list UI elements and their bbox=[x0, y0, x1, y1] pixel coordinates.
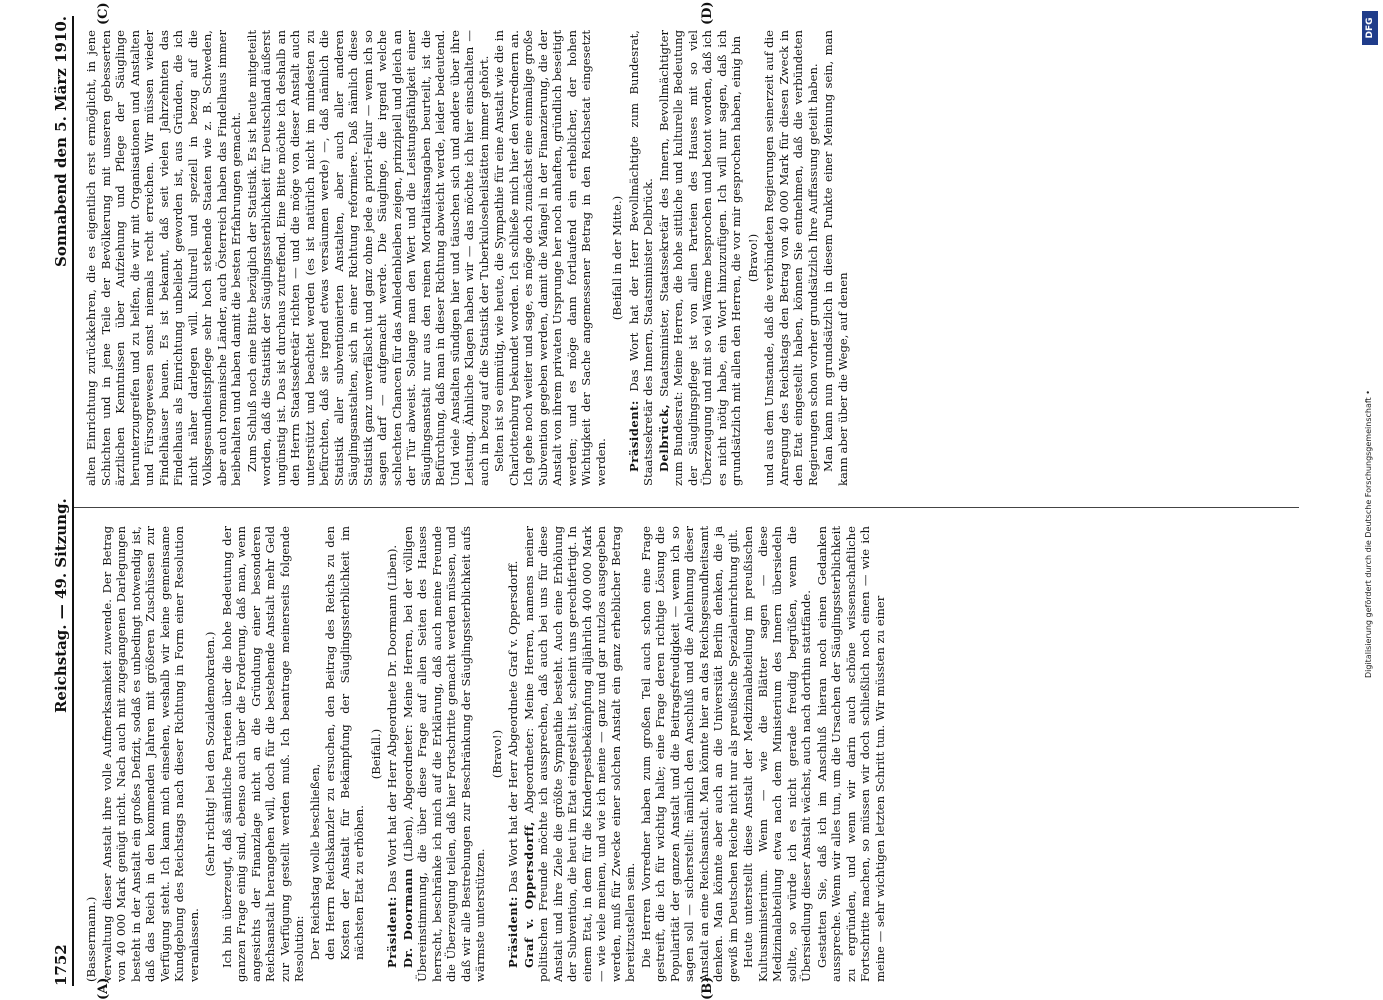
paragraph-text: (Liben), Abgeordneter: Meine Herren, bei der völligen Übereinstimmung, die über diese Frage auf allen Seiten des Hauses herrscht, beschränke ich mich auf die Erklärung, daß auch meine Freunde die Überzeugung teilen, daß hier Fortschritte gemacht werden müssen, und daß wir alle Bestrebungen zur Beschränkung der Säuglingssterblichkeit aufs wärmste unterstützen. bbox=[400, 526, 487, 982]
paragraph bbox=[506, 526, 521, 982]
digitization-credit: Digitalisierung gefördert durch die Deutsche Forschungsgemeinschaft • bbox=[1364, 390, 1373, 678]
page-header bbox=[46, 16, 70, 986]
paragraph-text: alten Einrichtung zurückkehren, die es eigentlich erst ermöglicht, in jene Schichten und in jene Teile der Bevölkerung mit unseren gebesserten ärztlichen Kenntnissen über Aufziehung und Pflege der Säuglinge herunterzugreifen und zu helfen, die wir mit Organisationen und Anstalten und Fürsorgewesen sonst niemals recht erreichen. Wir müssen wieder Findelhäuser bauen. Es ist bekannt, daß seit vielen Jahrzehnten das Findelhaus als Einrichtung unbeliebt geworden ist, aus Gründen, die ich nicht näher darlegen will. Kulturell und speziell in bezug auf die Volksgesundheitspflege sehr hoch stehende Staaten wie z. B. Schweden, aber auch romanische Länder, auch Österreich haben das Findelhaus immer beibehalten und haben damit die besten Erfahrungen gemacht. bbox=[84, 30, 243, 486]
paragraph bbox=[203, 526, 218, 982]
paragraph bbox=[821, 30, 850, 486]
paragraph bbox=[639, 526, 741, 982]
paragraph bbox=[84, 30, 244, 486]
paragraph-text: Gestatten Sie, daß ich im Anschluß hieran noch einen Gedanken ausspreche. Wenn wir alles tun, um die Ursachen der Säuglingssterblichkeit zu ergründen, und wenn wir darin auch schöne wissenschaftliche Fortschritte machen, so müssen wir doch schließlich noch einen — wie ich meine — sehr wichtigen letzten Schritt tun. Wir müssten zu einer bbox=[814, 526, 887, 982]
paragraph bbox=[100, 526, 202, 982]
speaker-name: Präsident: bbox=[506, 896, 520, 968]
paragraph bbox=[401, 526, 488, 982]
paragraph-text: Selten ist so einmütig, wie heute, die Sympathie für eine Anstalt wie die in Charlottenburg bekundet worden. Ich schließe mich hier den Vorrednern an. Ich gehe noch weiter und sage, es möge doch zunächst eine einmalige große Subvention gegeben werden, damit die Mängel in der Finanzierung, die der Anstalt von ihrem privaten Ursprunge her noch anhaften, gründlich beseitigt werden; und es möge dann fortlaufend ein erheblicher, der hohen Wichtigkeit der Sache angemessener Betrag in den Reichsetat eingesetzt werden. bbox=[492, 30, 608, 486]
speaker-name: Graf v. Oppersdorff, bbox=[521, 821, 536, 968]
paragraph bbox=[522, 526, 638, 982]
paragraph-text: (Beifall.) bbox=[368, 728, 383, 780]
paragraph-text: und aus dem Umstande, daß die verbündeten Regierungen seinerzeit auf die Anregung des Reichstags den Betrag von 40 000 Mark für diesen Zweck in den Etat eingestellt haben, können Sie entnehmen, daß die verbündeten Regierungen schon vorher grundsätzlich Ihre Auffassung geteilt haben. bbox=[762, 30, 820, 486]
paragraph bbox=[657, 30, 744, 486]
right-text-column bbox=[84, 30, 1299, 486]
paragraph bbox=[492, 30, 608, 486]
paragraph bbox=[741, 526, 814, 982]
paragraph bbox=[490, 526, 505, 982]
speaker-name: Delbrück, bbox=[656, 403, 671, 472]
paragraph-text: Zum Schluß noch eine Bitte bezüglich der Statistik. Es ist heute mitgeteilt worden, daß die Statistik der Säuglingssterblichkeit für Deutschland äußerst ungünstig ist. Das ist durchaus zutreffend. Eine Bitte möchte ich deshalb an den Herrn Staatssekretär richten — und die möge von dieser Anstalt auch unterstützt und beachtet werden (es ist natürlich nicht im mindesten zu befürchten, daß sie irgend etwas versäumen werde) —, daß nämlich die Statistik aller subventionierten Anstalten, aber auch aller anderen Säuglingsanstalten, sich in einer Richtung reformiere. Daß nämlich diese Statistik ganz unverfälscht und ganz ohne jede a priori-Feilur — wenn ich so sagen darf — aufgemacht werde. Die Säuglinge, die irgend welche schlechten Chancen für das Amledenbleiben zeigen, prinzipiell und gleich an der Tür abweist. Solange man den Wert und die Leistungsfähigkeit einer Säuglingsanstalt nur aus den reinen Mortalitätsangaben beurteilt, ist die Befürchtung, daß man in dieser Richtung abweicht werde, leider bedeutend. Und viele Anstalten sündigen hier und täuschen sich und andere über ihre Leistung. Ähnliche Klagen haben wir — das möchte ich hier einschalten — auch in bezug auf die Statistik der Tuberkuloseheilstätten immer gehört. bbox=[244, 30, 491, 486]
dfg-logo: DFG bbox=[1362, 11, 1378, 45]
left-text-column bbox=[84, 526, 1299, 982]
paragraph-text: Das Wort hat der Herr Bevollmächtigte zum Bundesrat, Staatssekretär des Innern, Staatsminister Delbrück. bbox=[626, 30, 655, 486]
paragraph-text: Die Herren Vorredner haben zum großen Teil auch schon eine Frage gestreift, die ich für wichtig halte; eine Frage deren richtige Lösung die Popularität der ganzen Anstalt und die Beitragsfreudigkeit — wenn ich so sagen soll — sicherstellt: nämlich den Anschluß und die Anlehnung dieser Anstalt an eine Reichsanstalt. Man könnte hier an das Reichsgesundheitsamt denken. Man könnte aber auch an die Universität Berlin denken, die ja gewiß im Deutschen Reiche nicht nur als preußische Spezialeinrichtung gilt. bbox=[638, 526, 740, 982]
paragraph bbox=[323, 526, 367, 960]
paragraph bbox=[369, 526, 384, 982]
paragraph-text: (Bravo!) bbox=[489, 729, 504, 779]
paragraph bbox=[385, 526, 400, 982]
margin-marker-c: (C) bbox=[96, 2, 111, 25]
speaker-name: Präsident: bbox=[385, 896, 399, 968]
paragraph-text: Das Wort hat der Herr Abgeordnete Dr. Doormann (Liben). bbox=[385, 544, 399, 893]
speaker-name: Dr. Doormann bbox=[400, 868, 415, 968]
paragraph-text: Man kann nun grundsätzlich in diesem Punkte einer Meinung sein, man kann aber über die Wege, auf denen bbox=[821, 30, 850, 486]
paragraph bbox=[815, 526, 888, 982]
margin-marker-d: (D) bbox=[700, 1, 715, 25]
speaker-name: Präsident: bbox=[626, 400, 641, 472]
paragraph-text: (Bravo!) bbox=[745, 233, 760, 283]
paragraph-text: den Herrn Reichskanzler zu ersuchen, den Beitrag des Reichs zu den Kosten der Anstalt für Bekämpfung der Säuglingssterblichkeit im nächsten Etat zu erhöhen. bbox=[323, 526, 366, 960]
paragraph bbox=[762, 30, 820, 486]
margin-marker-b: (B) bbox=[700, 976, 715, 1000]
session-date: Sonnabend den 5. März 1910. bbox=[52, 16, 70, 267]
column-divider bbox=[74, 507, 1299, 508]
paragraph-text: Heute unterstellt diese Anstalt der Medizinalabteilung im preußischen Kultusministerium. Wenn — wie die Blätter sagen — diese Medizinalabteilung etwa nach dem Ministerium des Innern übersiedeln sollte, so würde ich es nicht gerade freudig begrüßen, wenn die Übersiedlung dieser Anstalt wächst, auch nach dorthin stattfände. bbox=[741, 526, 813, 982]
paragraph-text: Der Reichstag wolle beschließen, bbox=[307, 763, 322, 960]
margin-marker-a: (A) bbox=[96, 977, 111, 1000]
header-rule bbox=[72, 16, 74, 986]
paragraph-text: (Sehr richtig! bei den Sozialdemokraten.) bbox=[203, 631, 217, 877]
paragraph bbox=[610, 30, 625, 486]
paragraph bbox=[746, 30, 761, 486]
paragraph-text: Staatsminister, Staatssekretär des Innern, Bevollmächtigter zum Bundesrat: Meine Herren, die hohe sittliche und kulturelle Bedeutung der Säuglingspflege ist von allen Parteien des Hauses mit so viel Überzeugung und mit so viel Wärme besprochen und betont worden, daß ich es nicht nötig habe, ein Wort hinzuzufügen. Ich will nur sagen, daß ich grundsätzlich mit allen den Herren, die vor mir gesprochen haben, einig bin bbox=[656, 30, 743, 486]
running-title: Reichstag. — 49. Sitzung. bbox=[52, 498, 70, 714]
paragraph-text: (Beifall in der Mitte.) bbox=[610, 195, 624, 321]
paragraph bbox=[245, 30, 492, 486]
paragraph bbox=[627, 30, 656, 486]
paragraph bbox=[84, 526, 99, 982]
paragraph bbox=[220, 526, 307, 982]
page-number: 1752 bbox=[52, 944, 70, 986]
paragraph-text: Das Wort hat der Herr Abgeordnete Graf v. Oppersdorff. bbox=[506, 560, 520, 893]
paragraph-text: (Bassermann.) bbox=[84, 896, 98, 982]
paragraph-text: verwaltung dieser Anstalt ihre volle Aufmerksamkeit zuwende. Der Betrag von 40 000 Mark genügt nicht. Nach auch mit zugegangenen Darlegungen besteht in der Anstalt ein großes Defizit, sodaß es unbedingt notwendig ist, daß das Reich in den kommenden Jahren mit größeren Zuschüssen zur Verfügung steht. Ich kann mich einsehen, weshalb wir keine gemeinsame Kundgebung des Reichstags nach dieser Richtung in Form einer Resolution veranlassen. bbox=[99, 526, 201, 982]
paragraph-text: Ich bin überzeugt, daß sämtliche Parteien über die hohe Bedeutung der ganzen Frage einig sind, ebenso auch über die Forderung, daß man, wenn angesichts der Finanzlage nicht an die Gründung einer besonderen Reichsanstalt herangehen will, doch für die bestehende Anstalt mehr Geld zur Verfügung gestellt werden muß. Ich beantrage meinerseits folgende Resolution: bbox=[219, 526, 306, 982]
paragraph-text: Abgeordneter: Meine Herren, namens meiner politischen Freunde möchte ich aussprechen, daß auch bei uns für diese Anstalt und ihre Ziele die größte Sympathie besteht. Auch eine Erhöhung der Subvention, die heut im Etat eingestellt ist, scheint uns gerechtfertigt. In einem Etat, in dem für die Kinderpestbekämpfung alljährlich 400 000 Mark — wie viele meinen, und wie ich meine — ganz und gar nutzlos ausgegeben werden, muß für Zwecke einer solchen Anstalt ein ganz erheblicher Betrag bereitzustellen sein. bbox=[521, 526, 637, 982]
paragraph bbox=[308, 526, 323, 960]
